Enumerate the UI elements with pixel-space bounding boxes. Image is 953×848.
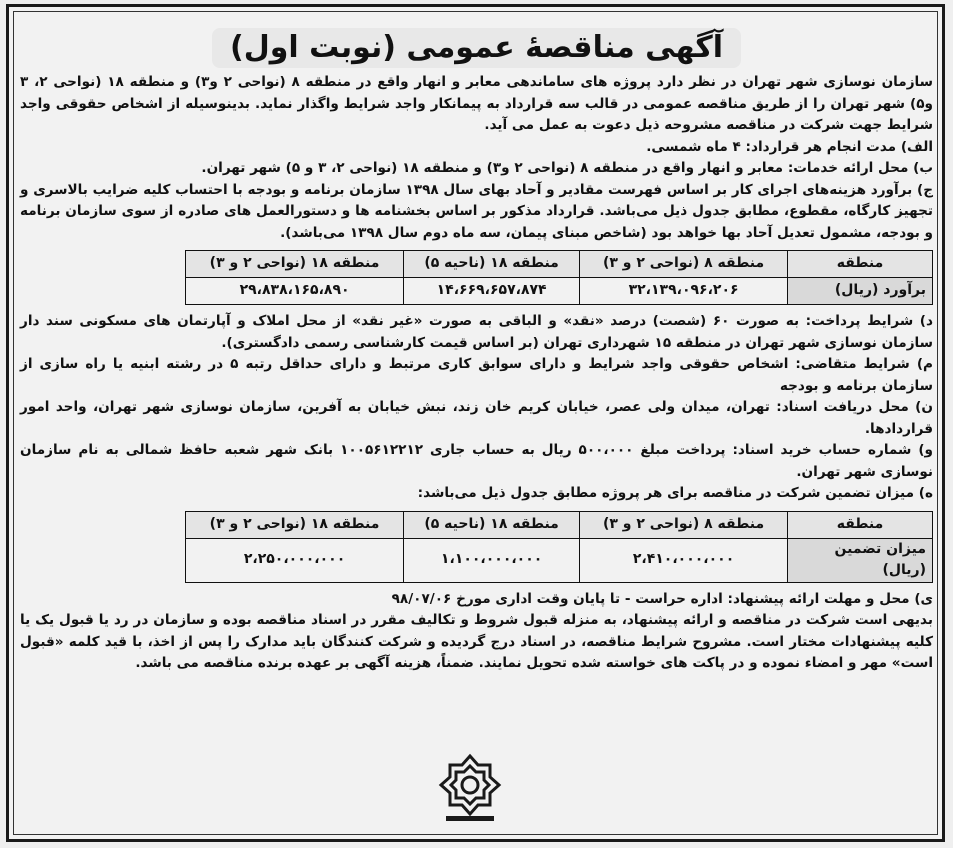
table-cell: ۲،۴۱۰،۰۰۰،۰۰۰ xyxy=(580,538,788,582)
table-cell: منطقه ۸ (نواحی ۲ و ۳) xyxy=(580,251,788,278)
table-cell: منطقه ۱۸ (نواحی ۲ و ۳) xyxy=(186,511,404,538)
table-cell: برآورد (ریال) xyxy=(788,278,933,305)
table-cell: ۳۲،۱۳۹،۰۹۶،۲۰۶ xyxy=(580,278,788,305)
table-cell: منطقه xyxy=(788,251,933,278)
item-payment-terms: د) شرایط پرداخت: به صورت ۶۰ (شصت) درصد «نقد» و الباقی به صورت «غیر نقد» از محل املاک و آپارتمان های مسکونی سند دار سازمان نوسازی شهر تهران در منطقه ۱۵ شهرداری تهران (بر اساس قیمت کارشناسی رسمی دادگستری). xyxy=(20,313,933,351)
item-duration: الف) مدت انجام هر قرارداد: ۴ ماه شمسی. xyxy=(646,138,933,155)
table-cell: ۲۹،۸۳۸،۱۶۵،۸۹۰ xyxy=(186,278,404,305)
table-cell: ۱،۱۰۰،۰۰۰،۰۰۰ xyxy=(404,538,580,582)
item-account-number: و) شماره حساب خرید اسناد: پرداخت مبلغ ۵۰۰،۰۰۰ ریال به حساب جاری ۱۰۰۵۶۱۲۲۱۲ بانک شهر شعبه حافظ شمالی به نام سازمان نوسازی شهر تهران. xyxy=(20,442,933,480)
title-wrap xyxy=(0,28,953,68)
item-cost-estimate: ج) برآورد هزینه‌های اجرای کار بر اساس فهرست مقادیر و آحاد بهای سال ۱۳۹۸ سازمان برنامه و بودجه با احتساب کلیه ضرایب بالاسری و تجهیز کارگاه، مقطوع، مطابق جدول ذیل می‌باشد. قرارداد مذکور بر اساس بخشنامه ها و دستورالعمل های صادره از سوی سازمان برنامه و بودجه، مشمول تعدیل آحاد بها خواهد بود (شاخص مبنای پیمان، سه ماه دوم سال ۱۳۹۸ می‌باشد). xyxy=(20,181,934,241)
intro-paragraph: سازمان نوسازی شهر تهران در نظر دارد پروژه های ساماندهی معابر و انهار واقع در منطقه ۸ (نواحی ۲ و۳) و منطقه ۱۸ (نواحی ۲، ۳ و۵) شهر تهران را از طریق مناقصه عمومی در قالب سه قرارداد به پیمانکار واجد شرایط واگذار نماید. بدینوسیله از اشخاص حقوقی واجد شرایط جهت شرکت در مناقصه مشروحه ذیل دعوت به عمل می آید. xyxy=(20,74,933,133)
notice-title: آگهی مناقصهٔ عمومی (نوبت اول) xyxy=(212,28,741,68)
table-cell: میزان تضمین (ریال) xyxy=(788,538,933,582)
item-service-location: ب) محل ارائه خدمات: معابر و انهار واقع در منطقه ۸ (نواحی ۲ و۳) و منطقه ۱۸ (نواحی ۲، ۳ و ۵) شهر تهران. xyxy=(201,160,933,176)
item-guarantee: ه) میزان تضمین شرکت در مناقصه برای هر پروژه مطابق جدول ذیل می‌باشد: xyxy=(417,485,933,501)
table-cell: منطقه ۱۸ (ناحیه ۵) xyxy=(404,251,580,278)
closing-paragraph: بدیهی است شرکت در مناقصه و ارائه پیشنهاد، به منزله قبول شروط و تکالیف مقرر در اسناد مناقصه بوده و سازمان در رد یا قبول یک یا کلیه پیشنهادات مختار است. مشروح شرایط مناقصه، در اسناد درج گردیده و شرکت کنندگان باید مدارک را پس از اخذ، با قید کلمه «قبول است» مهر و امضاء نموده و در پاکت های خواسته شده تحویل نمایند. ضمناً، هزینه آگهی بر عهده برنده مناقصه می باشد. xyxy=(20,612,933,671)
table-row xyxy=(186,251,933,278)
notice-body xyxy=(20,72,933,675)
guarantee-table xyxy=(185,511,933,583)
item-applicant-conditions: م) شرایط متقاضی: اشخاص حقوقی واجد شرایط و دارای سوابق کاری مرتبط و دارای حداقل رتبه ۵ در رشته ابنیه یا راه سازی از سازمان برنامه و بودجه xyxy=(20,356,933,394)
table-cell: منطقه ۱۸ (نواحی ۲ و ۳) xyxy=(186,251,404,278)
tehran-municipality-emblem-icon xyxy=(438,753,502,823)
table-cell: ۱۴،۶۶۹،۶۵۷،۸۷۴ xyxy=(404,278,580,305)
table-cell: ۲،۲۵۰،۰۰۰،۰۰۰ xyxy=(186,538,404,582)
item-submission-deadline: ی) محل و مهلت ارائه پیشنهاد: اداره حراست - تا پایان وقت اداری مورخ ۹۸/۰۷/۰۶ xyxy=(391,590,933,607)
estimate-table xyxy=(185,250,933,305)
item-document-location: ن) محل دریافت اسناد: تهران، میدان ولی عصر، خیابان کریم خان زند، نبش خیابان به آفرین، سازمان نوسازی شهر تهران، واحد امور قراردادها. xyxy=(20,399,933,437)
table-row xyxy=(186,538,933,582)
table-cell: منطقه ۸ (نواحی ۲ و ۳) xyxy=(580,511,788,538)
table-row xyxy=(186,511,933,538)
table-cell: منطقه xyxy=(788,511,933,538)
table-row xyxy=(186,278,933,305)
table-cell: منطقه ۱۸ (ناحیه ۵) xyxy=(404,511,580,538)
